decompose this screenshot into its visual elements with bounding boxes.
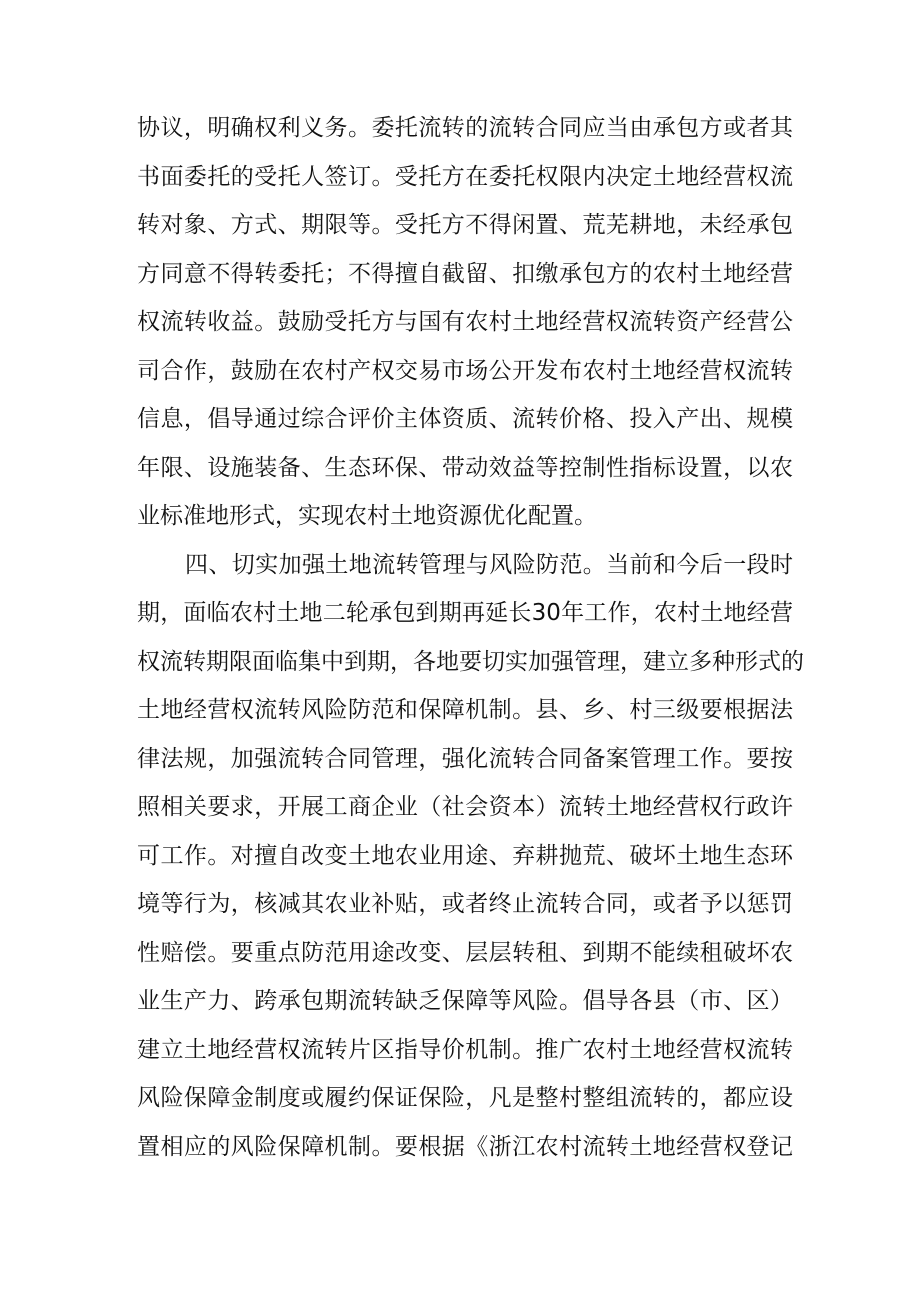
text-line: 业生产力、跨承包期流转缺乏保障等风险。倡导各县（市、区） [137,988,793,1014]
text-line: 司合作，鼓励在农村产权交易市场公开发布农村土地经营权流转 [137,357,793,384]
text-line: 信息，倡导通过综合评价主体资质、流转价格、投入产出、规模 [137,406,793,432]
text-line: 方同意不得转委托；不得擅自截留、扣缴承包方的农村土地经营 [137,260,793,287]
text-line: 置相应的风险保障机制。要根据《浙江农村流转土地经营权登记 [137,1133,793,1160]
text-line: 境等行为，核减其农业补贴，或者终止流转合同，或者予以惩罚 [137,891,793,917]
paragraph-risk-prevention [137,541,804,1172]
paragraph-entrusted-transfer [137,104,793,541]
text-line: 权流转收益。鼓励受托方与国有农村土地经营权流转资产经营公 [137,309,793,335]
text-line: 可工作。对擅自改变土地农业用途、弃耕抛荒、破坏土地生态环 [137,842,793,869]
text-line: 年限、设施装备、生态环保、带动效益等控制性指标设置，以农 [137,454,793,481]
text-line: 风险保障金制度或履约保证保险，凡是整村整组流转的，都应设 [137,1085,793,1111]
text-line: 照相关要求，开展工商企业（社会资本）流转土地经营权行政许 [137,794,793,820]
text-line: 期，面临农村土地二轮承包到期再延长30年工作，农村土地经营 [137,600,793,626]
text-line: 转对象、方式、期限等。受托方不得闲置、荒芜耕地，未经承包 [137,212,793,238]
text-line: 四、切实加强土地流转管理与风险防范。当前和今后一段时 [185,551,793,578]
document-body [137,104,804,1171]
text-line: 土地经营权流转风险防范和保障机制。县、乡、村三级要根据法 [137,697,793,723]
text-line: 建立土地经营权流转片区指导价机制。推广农村土地经营权流转 [137,1036,793,1063]
text-line: 协议，明确权利义务。委托流转的流转合同应当由承包方或者其 [137,115,793,141]
text-line: 书面委托的受托人签订。受托方在委托权限内决定土地经营权流 [137,163,793,190]
text-line: 性赔偿。要重点防范用途改变、层层转租、到期不能续租破坏农 [137,939,793,966]
text-line: 业标准地形式，实现农村土地资源优化配置。 [137,503,597,529]
text-line: 权流转期限面临集中到期，各地要切实加强管理，建立多种形式的 [137,648,804,675]
text-line: 律法规，加强流转合同管理，强化流转合同备案管理工作。要按 [137,745,793,772]
